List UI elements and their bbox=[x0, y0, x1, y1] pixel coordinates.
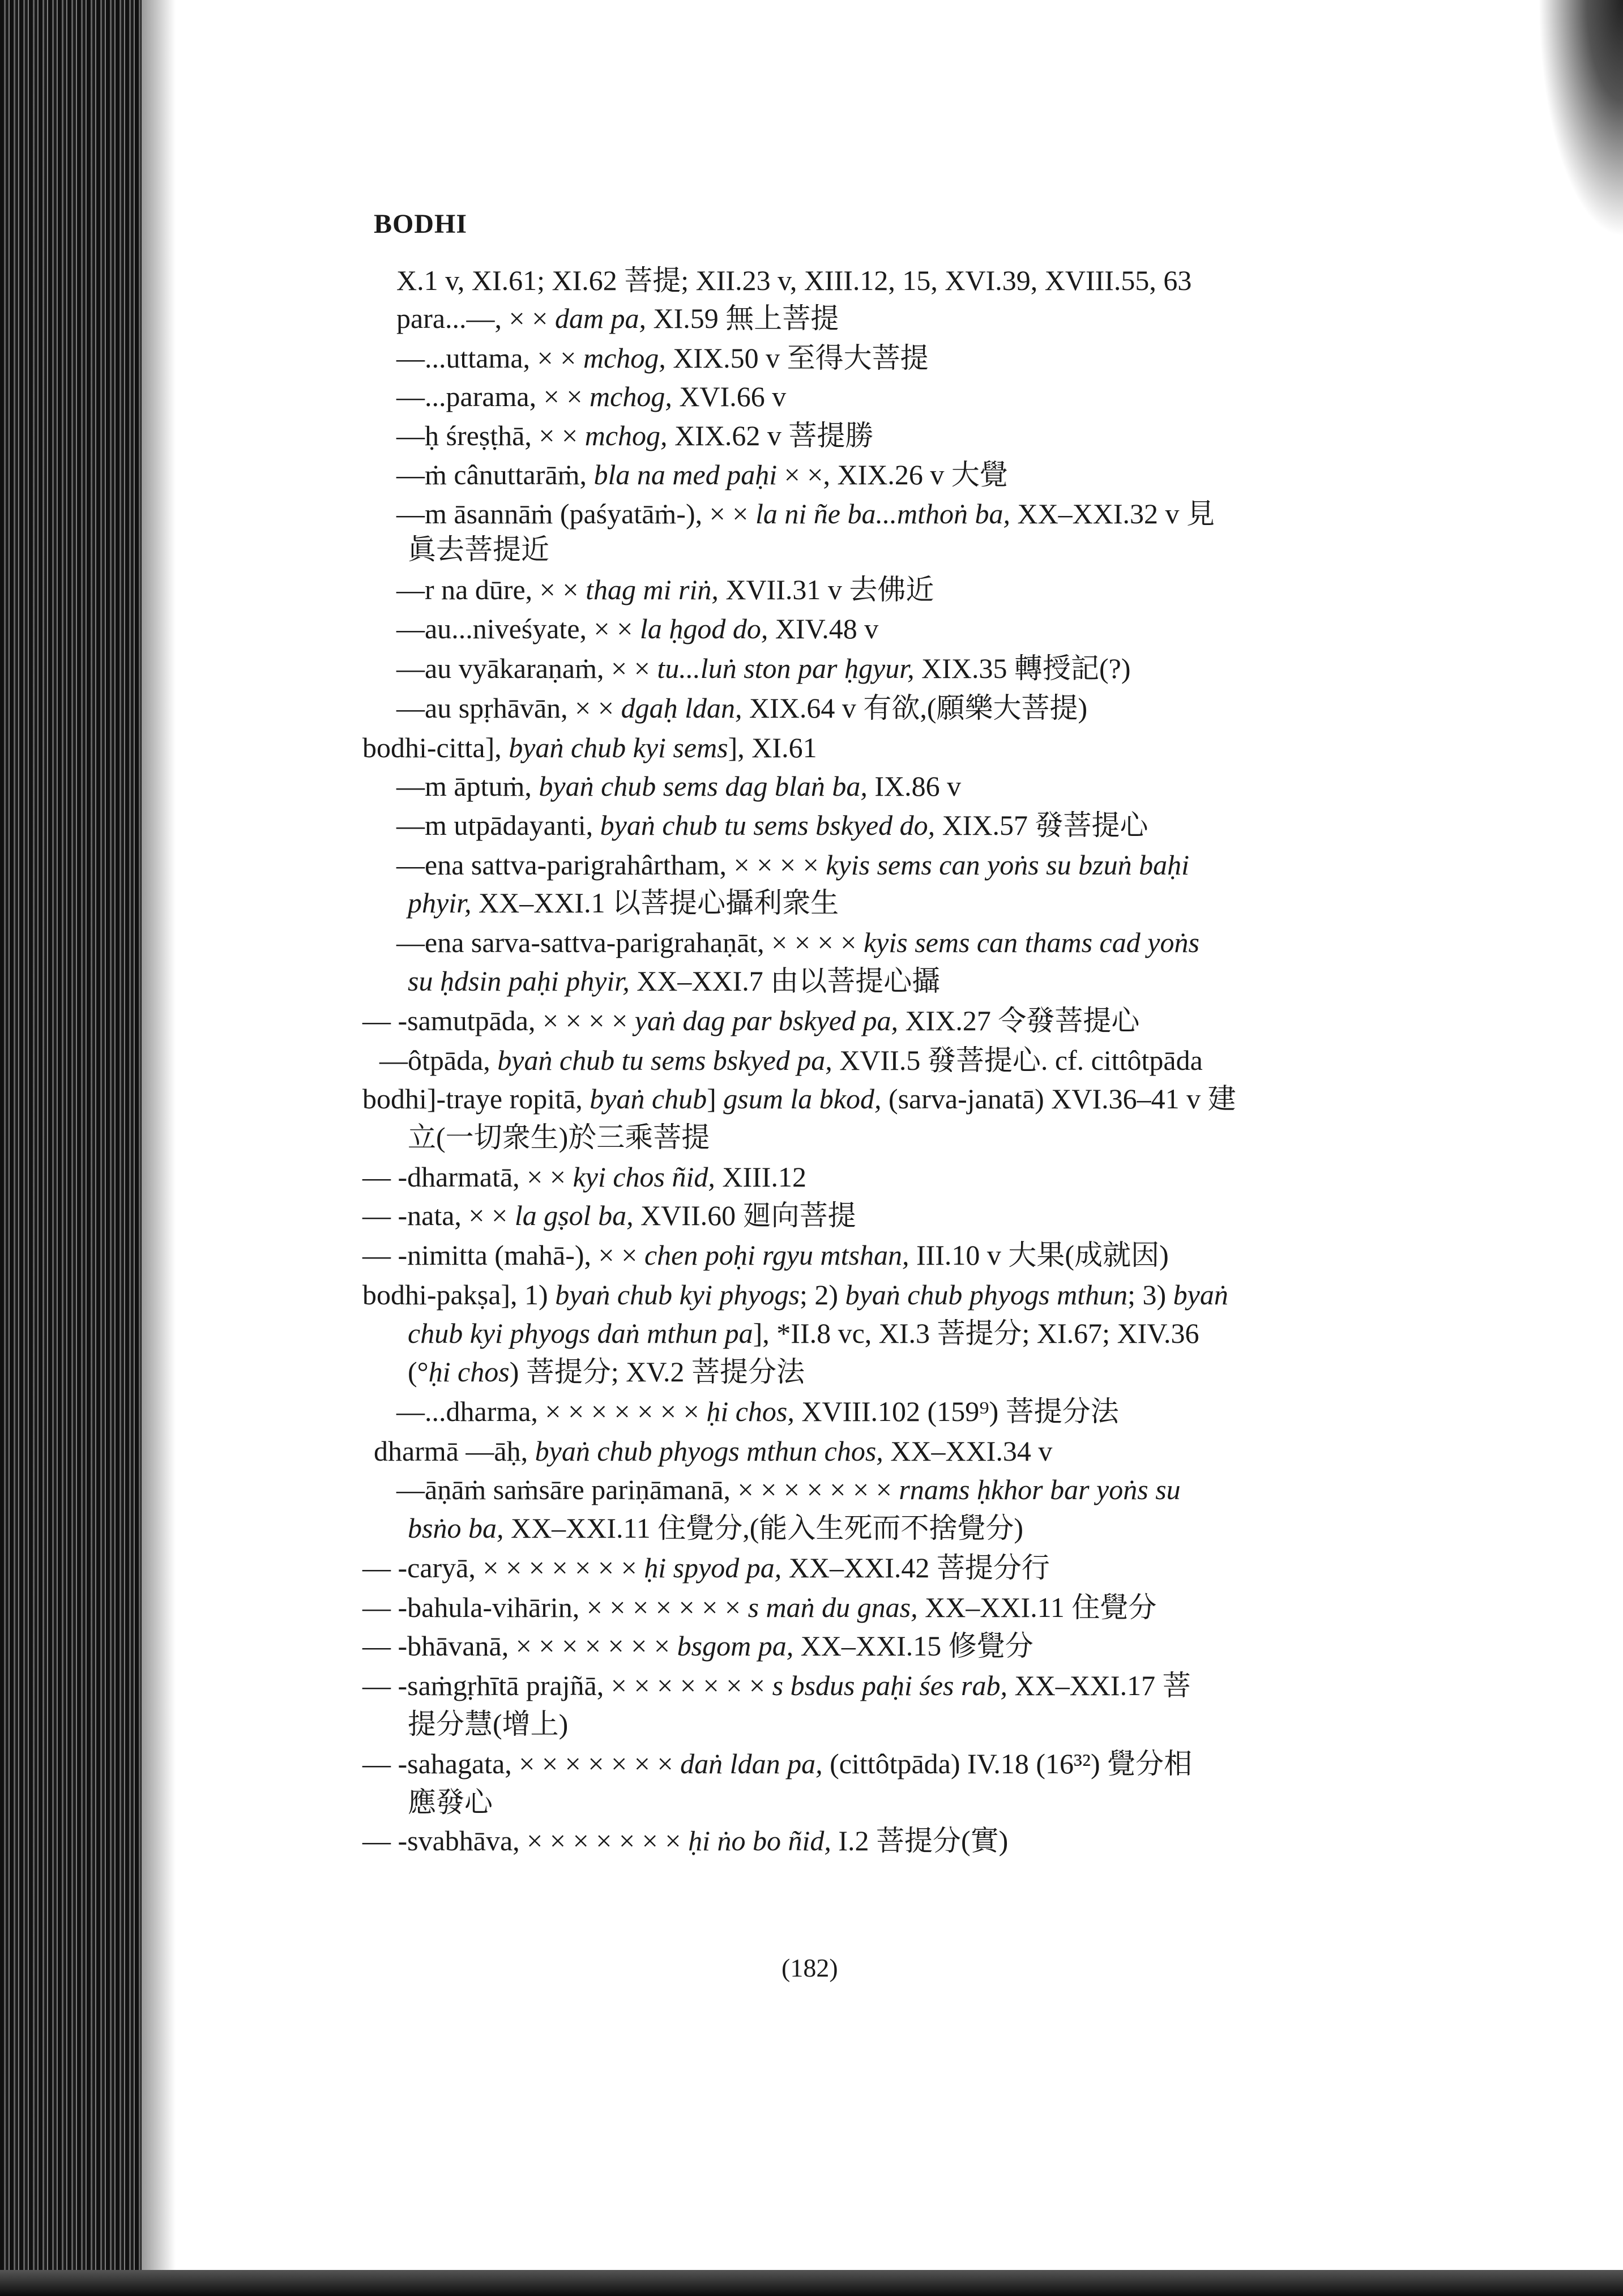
entry-text: XX–XXI.17 菩 bbox=[1007, 1670, 1191, 1701]
entry-line bbox=[362, 1824, 1008, 1858]
entry-line bbox=[396, 925, 1199, 959]
entry-text: 提分慧(增上) bbox=[408, 1708, 569, 1740]
entry-text: — -nimitta (mahā-), × × bbox=[362, 1239, 644, 1271]
tibetan-term: su ḥdsin paḥi phyir, bbox=[408, 965, 630, 997]
entry-line bbox=[396, 1473, 1181, 1507]
entry-text: — -bahula-vihārin, × × × × × × × bbox=[362, 1591, 748, 1623]
tibetan-term: mchog, bbox=[590, 381, 672, 412]
entry-text: — -samutpāda, × × × × bbox=[362, 1005, 635, 1036]
entry-text: (° bbox=[408, 1356, 429, 1388]
tibetan-term: phyir, bbox=[408, 887, 472, 919]
tibetan-term: gsum la bkod, bbox=[723, 1083, 882, 1115]
entry-text: XIII.12 bbox=[715, 1161, 806, 1193]
entry-text: — -nata, × × bbox=[362, 1200, 515, 1231]
entry-text: — -svabhāva, × × × × × × × bbox=[362, 1825, 689, 1857]
entry-text: III.10 v 大果(成就因) bbox=[909, 1239, 1169, 1271]
entry-text: XVII.5 發菩提心. cf. cittôtpāda bbox=[832, 1044, 1203, 1076]
entry-text: —ena sarva-sattva-parigrahaṇāt, × × × × bbox=[396, 927, 864, 958]
entry-text: —au spṛhāvān, × × bbox=[396, 692, 621, 724]
entry-text: bodhi]-traye ropitā, bbox=[362, 1083, 590, 1115]
entry-line bbox=[396, 341, 929, 375]
entry-line bbox=[396, 419, 873, 453]
tibetan-term: mchog, bbox=[584, 420, 668, 451]
tibetan-term: mchog, bbox=[583, 342, 666, 374]
entry-text: XIX.27 令發菩提心 bbox=[898, 1005, 1140, 1036]
entry-line bbox=[396, 379, 786, 413]
entry-line bbox=[396, 263, 1191, 297]
tibetan-term: yaṅ dag par bskyed pa, bbox=[634, 1005, 898, 1036]
page-number: (182) bbox=[781, 1953, 838, 1982]
entry-line bbox=[396, 808, 1148, 842]
entry-text: dharmā —āḥ, bbox=[374, 1435, 535, 1467]
tibetan-term: byaṅ chub kyi phyogs bbox=[555, 1279, 800, 1311]
entry-line bbox=[408, 1120, 710, 1154]
tibetan-term: ḥi ṅo bo ñid, bbox=[688, 1825, 831, 1857]
tibetan-term: chub kyi phyogs daṅ mthun pa bbox=[408, 1317, 753, 1349]
entry-line bbox=[362, 1198, 856, 1232]
entry-text: —m utpādayanti, bbox=[396, 809, 600, 841]
entry-text: ) 菩提分; XV.2 菩提分法 bbox=[509, 1356, 805, 1388]
entry-text: X.1 v, XI.61; XI.62 菩提; XII.23 v, XIII.12, 15, XVI.39, XVIII.55, 63 bbox=[396, 264, 1192, 296]
entry-text: —ṁ cânuttarāṁ, bbox=[396, 459, 594, 490]
entry-line bbox=[408, 1707, 568, 1741]
entry-text: (cittôtpāda) IV.18 (16³²) 覺分相 bbox=[822, 1748, 1193, 1779]
entry-text: —ôtpāda, bbox=[379, 1044, 498, 1076]
entry-line bbox=[379, 1043, 1203, 1077]
entry-line bbox=[362, 1004, 1139, 1038]
entry-text: para...—, × × bbox=[396, 302, 555, 334]
entry-line bbox=[408, 1355, 805, 1389]
entry-line bbox=[362, 1551, 1050, 1585]
entry-text: — -bhāvanā, × × × × × × × bbox=[362, 1630, 677, 1662]
entry-line bbox=[408, 1316, 1199, 1350]
entry-line bbox=[396, 458, 1008, 492]
entry-text: XX–XXI.15 修覺分 bbox=[793, 1630, 1033, 1662]
entry-text: —m āptuṁ, bbox=[396, 770, 539, 802]
entry-text: × ×, XIX.26 v 大覺 bbox=[777, 459, 1008, 490]
entry-line bbox=[362, 1238, 1169, 1272]
entry-text: XIV.48 v bbox=[768, 613, 879, 645]
tibetan-term: byaṅ chub tu sems bskyed pa, bbox=[497, 1044, 832, 1076]
tibetan-term: la gṣol ba, bbox=[514, 1200, 634, 1231]
tibetan-term: ḥi spyod pa, bbox=[644, 1552, 782, 1584]
entry-line bbox=[396, 612, 878, 646]
entry-line bbox=[396, 769, 961, 803]
entry-heading: BODHI bbox=[374, 209, 468, 239]
entry-text: 應發心 bbox=[408, 1786, 493, 1818]
entry-line bbox=[362, 731, 817, 765]
entry-line bbox=[396, 691, 1087, 725]
entry-line bbox=[396, 573, 934, 607]
entry-text: ], *II.8 vc, XI.3 菩提分; XI.67; XIV.36 bbox=[753, 1317, 1199, 1349]
entry-text: (sarva-janatā) XVI.36–41 v 建 bbox=[881, 1083, 1236, 1115]
entry-text: XX–XXI.7 由以菩提心攝 bbox=[629, 965, 941, 997]
entry-text: XX–XXI.1 以菩提心攝利衆生 bbox=[471, 887, 839, 919]
entry-text: ] bbox=[707, 1083, 724, 1115]
entry-text: —au...niveśyate, × × bbox=[396, 613, 640, 645]
entry-line bbox=[396, 651, 1130, 685]
entry-line bbox=[396, 301, 839, 335]
tibetan-term: s maṅ du gnas, bbox=[748, 1591, 918, 1623]
entry-text: —m āsannāṁ (paśyatāṁ-), × × bbox=[396, 498, 755, 530]
tibetan-term: la ḥgod do, bbox=[639, 613, 768, 645]
entry-text: XIX.57 發菩提心 bbox=[935, 809, 1148, 841]
entry-text: XIX.35 轉授記(?) bbox=[914, 652, 1131, 684]
tibetan-term: chen poḥi rgyu mtshan, bbox=[644, 1239, 909, 1271]
tibetan-term: ḥi chos bbox=[428, 1356, 510, 1388]
entry-text: XX–XXI.34 v bbox=[883, 1435, 1053, 1467]
entry-line bbox=[374, 1434, 1052, 1468]
tibetan-term: tu...luṅ ston par ḥgyur, bbox=[657, 652, 915, 684]
entry-text: XX–XXI.11 住覺分,(能入生死而不捨覺分) bbox=[503, 1512, 1023, 1544]
entry-line bbox=[362, 1747, 1192, 1781]
tibetan-term: bsṅo ba, bbox=[408, 1512, 504, 1544]
tibetan-term: ḥi chos, bbox=[706, 1395, 795, 1427]
entry-line bbox=[362, 1160, 806, 1194]
entry-text: bodhi-pakṣa], 1) bbox=[362, 1279, 556, 1311]
tibetan-term: kyi chos ñid, bbox=[573, 1161, 715, 1193]
tibetan-term: kyis sems can yoṅs su bzuṅ baḥi bbox=[826, 849, 1189, 881]
entry-text: ; 2) bbox=[800, 1279, 845, 1311]
entry-text: I.2 菩提分(實) bbox=[831, 1825, 1009, 1857]
entry-text: XVIII.102 (159⁹) 菩提分法 bbox=[794, 1395, 1119, 1427]
entry-text: —...parama, × × bbox=[396, 381, 590, 412]
entry-line bbox=[362, 1668, 1191, 1702]
entry-text: 眞去菩提近 bbox=[408, 534, 549, 565]
tibetan-term: rnams ḥkhor bar yoṅs su bbox=[899, 1474, 1181, 1505]
entry-text: ; 3) bbox=[1127, 1279, 1173, 1311]
entry-text: XIX.64 v 有欲,(願樂大菩提) bbox=[742, 692, 1088, 724]
tibetan-term: byaṅ chub phyogs mthun chos, bbox=[535, 1435, 883, 1467]
entry-text: IX.86 v bbox=[867, 770, 962, 802]
tibetan-term: s bsdus paḥi śes rab, bbox=[772, 1670, 1007, 1701]
entry-line bbox=[362, 1082, 1236, 1116]
entry-line bbox=[408, 1785, 493, 1819]
entry-line bbox=[408, 532, 549, 566]
entry-text: XIX.50 v 至得大菩提 bbox=[665, 342, 929, 374]
entry-line bbox=[362, 1278, 1228, 1312]
entry-line bbox=[396, 497, 1215, 531]
entry-text: XVI.66 v bbox=[672, 381, 787, 412]
tibetan-term: bla na med paḥi bbox=[593, 459, 778, 490]
entry-text: XVII.31 v 去佛近 bbox=[718, 574, 934, 605]
tibetan-term: bsgom pa, bbox=[677, 1630, 794, 1662]
entry-text: XI.59 無上菩提 bbox=[646, 302, 839, 334]
tibetan-term: byaṅ chub bbox=[590, 1083, 707, 1115]
entry-text: — -saṁgṛhītā prajñā, × × × × × × × bbox=[362, 1670, 772, 1701]
tibetan-term: kyis sems can thams cad yoṅs bbox=[863, 927, 1199, 958]
entry-text: XX–XXI.42 菩提分行 bbox=[781, 1552, 1050, 1584]
tibetan-term: byaṅ chub sems dag blaṅ ba, bbox=[539, 770, 868, 802]
entry-text: —au vyākaraṇaṁ, × × bbox=[396, 652, 657, 684]
entry-text: 立(一切衆生)於三乘菩提 bbox=[408, 1121, 710, 1153]
entry-text: — -caryā, × × × × × × × bbox=[362, 1552, 644, 1584]
tibetan-term: dam pa, bbox=[554, 302, 647, 334]
entry-line bbox=[408, 1511, 1023, 1545]
tibetan-term: thag mi riṅ, bbox=[586, 574, 719, 605]
entry-text: — -sahagata, × × × × × × × bbox=[362, 1748, 681, 1779]
entry-text: ], XI.61 bbox=[728, 732, 817, 763]
entry-line bbox=[396, 1394, 1119, 1428]
entry-text: — -dharmatā, × × bbox=[362, 1161, 573, 1193]
entry-text: XVII.60 廻向菩提 bbox=[633, 1200, 856, 1231]
tibetan-term: byaṅ chub kyi sems bbox=[509, 732, 728, 763]
entry-line bbox=[408, 886, 839, 920]
tibetan-term: dgaḥ ldan, bbox=[621, 692, 742, 724]
tibetan-term: daṅ ldan pa, bbox=[680, 1748, 823, 1779]
entry-line bbox=[362, 1629, 1033, 1663]
entry-text: —ena sattva-parigrahârtham, × × × × bbox=[396, 849, 826, 881]
entry-text: —r na dūre, × × bbox=[396, 574, 586, 605]
entry-text: —āṇāṁ saṁsāre pariṇāmanā, × × × × × × × bbox=[396, 1474, 899, 1505]
entry-text: —ḥ śreṣṭhā, × × bbox=[396, 420, 585, 451]
entry-text: —...dharma, × × × × × × × bbox=[396, 1395, 707, 1427]
entry-line bbox=[362, 1590, 1156, 1624]
entry-text: bodhi-citta], bbox=[362, 732, 509, 763]
entry-text: XX–XXI.32 v 見 bbox=[1010, 498, 1215, 530]
tibetan-term: byaṅ bbox=[1173, 1279, 1228, 1311]
entry-line bbox=[408, 964, 940, 998]
tibetan-term: la ni ñe ba...mthoṅ ba, bbox=[755, 498, 1010, 530]
tibetan-term: byaṅ chub phyogs mthun bbox=[845, 1279, 1128, 1311]
entry-text: —...uttama, × × bbox=[396, 342, 583, 374]
tibetan-term: byaṅ chub tu sems bskyed do, bbox=[600, 809, 936, 841]
entry-text: XIX.62 v 菩提勝 bbox=[667, 420, 874, 451]
entry-line bbox=[396, 848, 1189, 882]
entry-text: XX–XXI.11 住覺分 bbox=[917, 1591, 1157, 1623]
